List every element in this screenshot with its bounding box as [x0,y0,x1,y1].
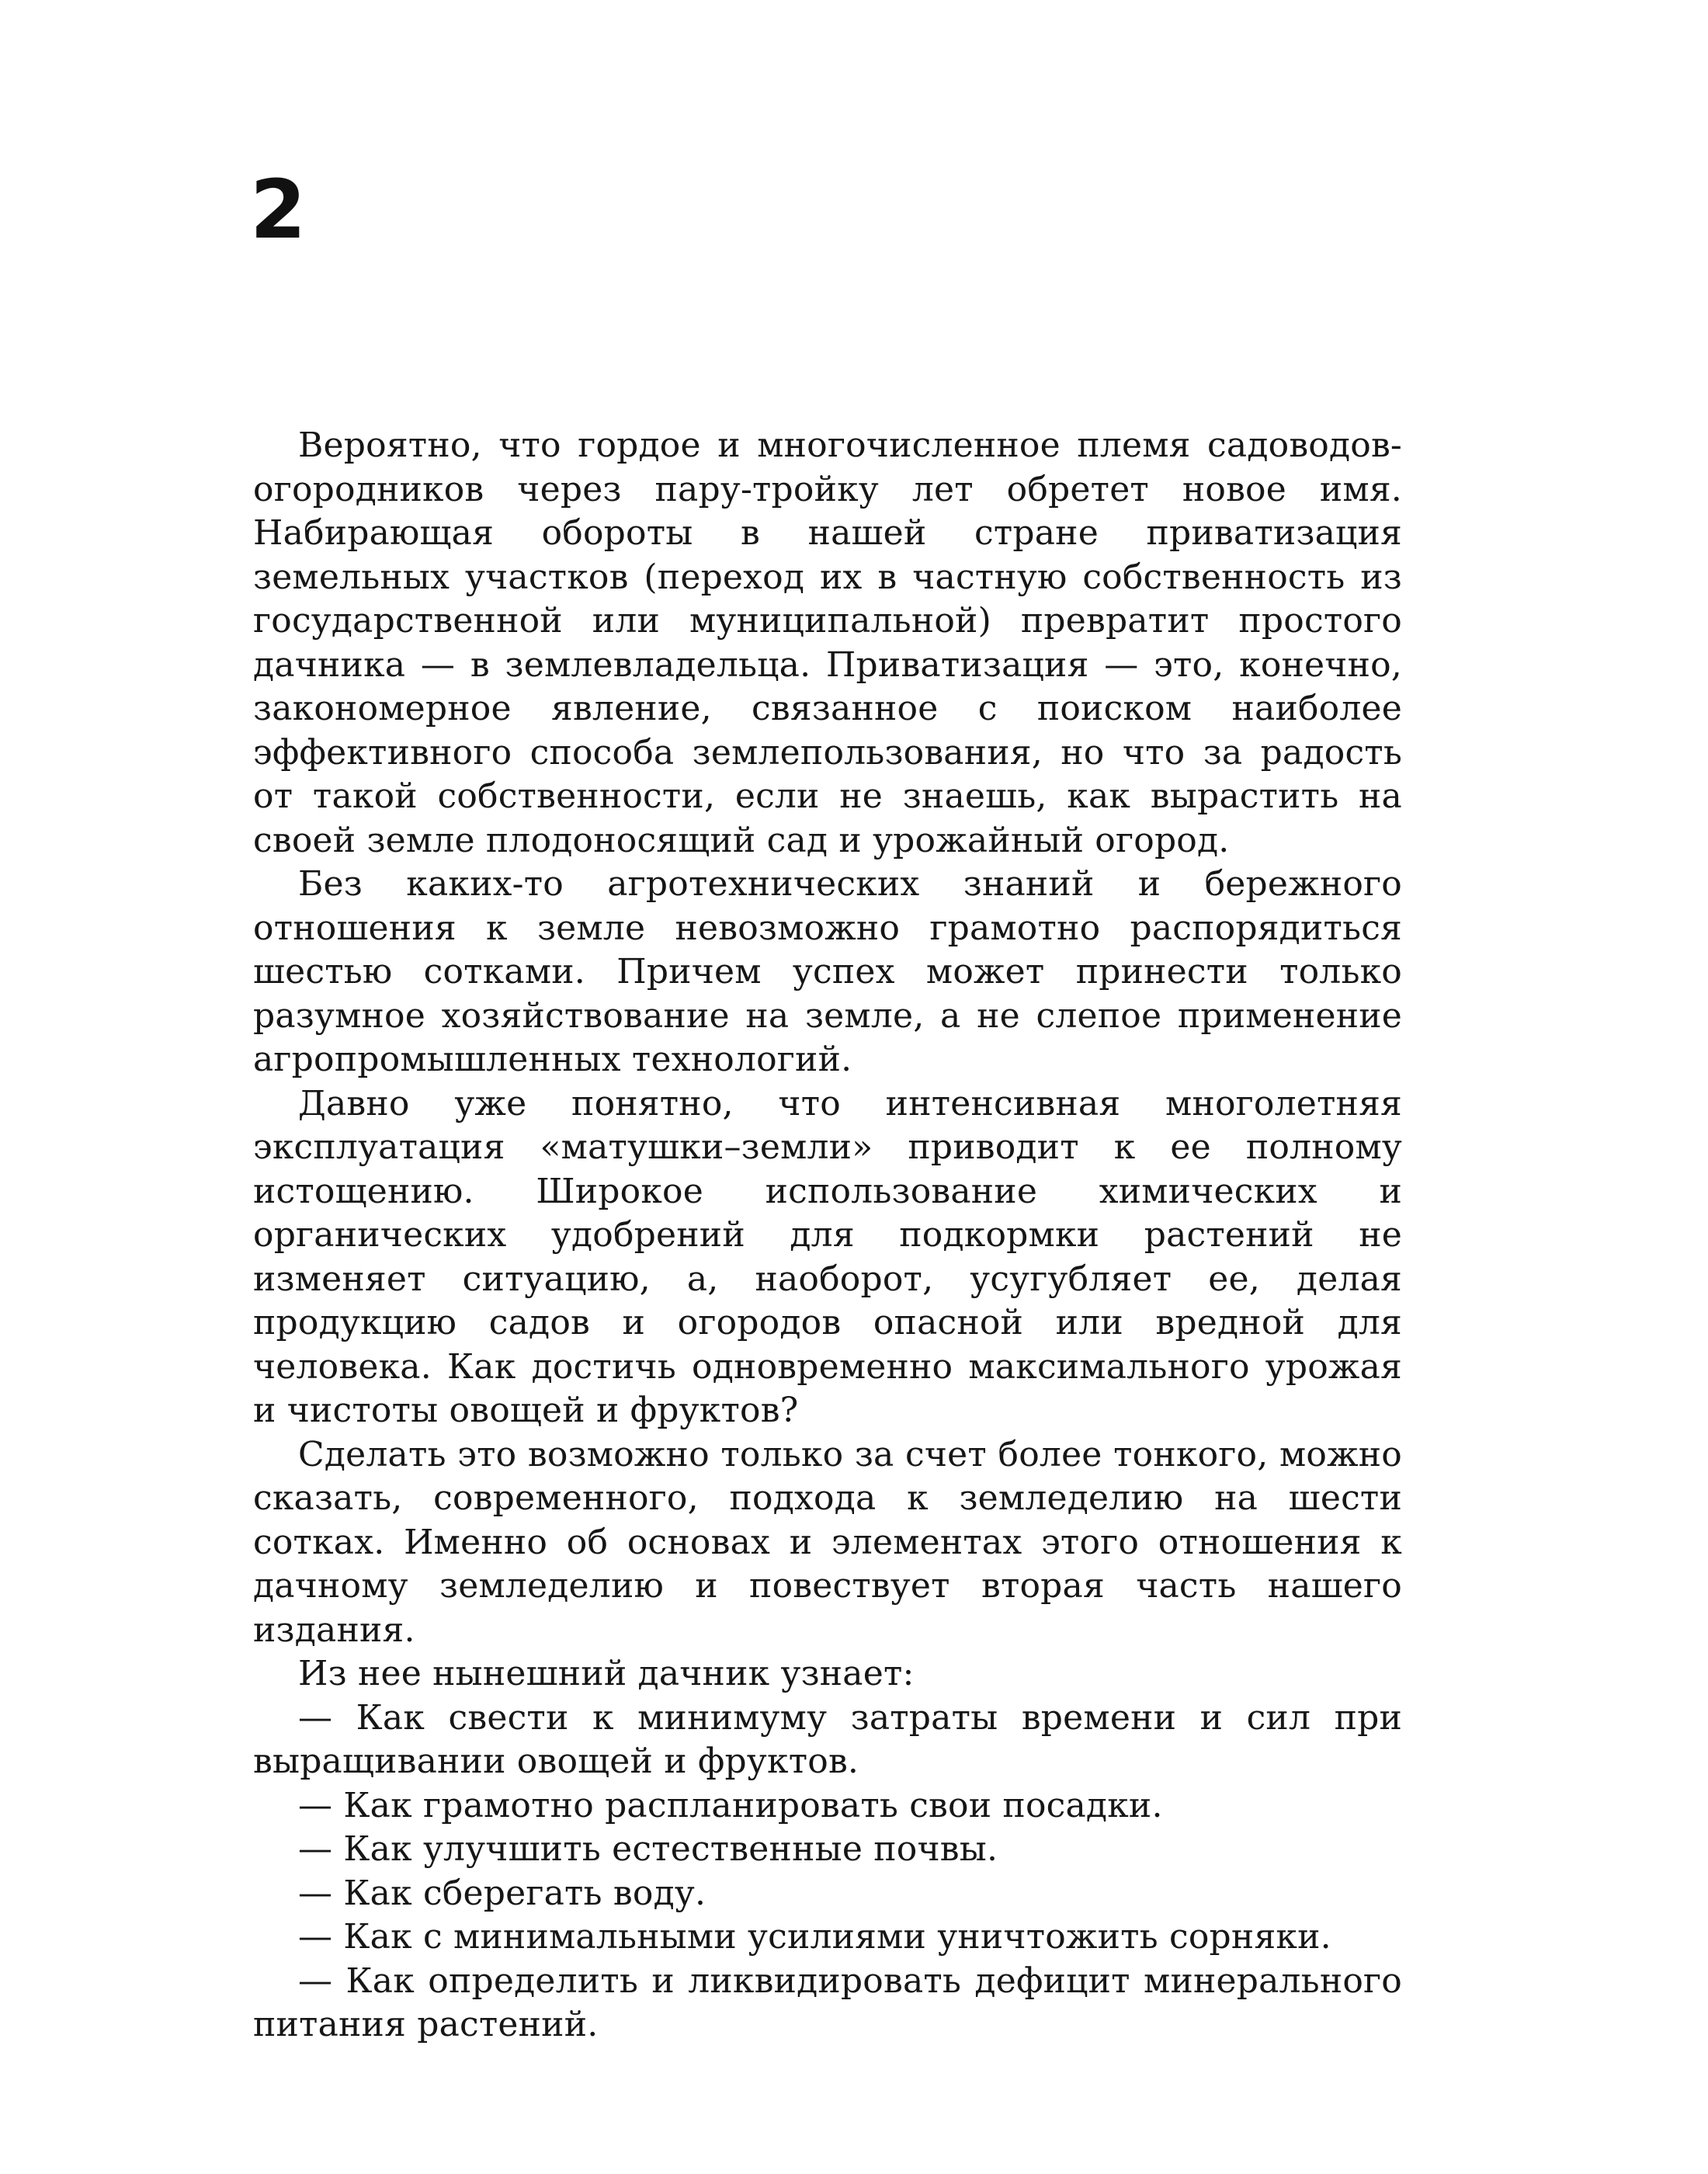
paragraph-4: Сделать это возможно только за счет более тонкого, можно сказать, современного, подхода к земледелию на шести сотках. Именно об основах и элементах этого отношения к дачному земледелию и повествует вторая часть нашего издания. [253,1434,1402,1650]
list-item: — Как улучшить естественные почвы. [298,1829,998,1869]
paragraph-1: Вероятно, что гордое и многочисленное племя садоводов-огородников через пару-тройку лет обретет новое имя. Набирающая обороты в нашей стране приватизация земельных участков (переход их в частную собственность из государственной или муниципальной) превратит простого дачника — в землевладельца. Приватизация — это, конечно, закономерное явление, связанное с поиском наиболее эффективного способа землепользования, но что за радость от такой собственности, если не знаешь, как вырастить на своей земле плодоносящий сад и урожайный огород. [253,425,1402,860]
list-item: — Как свести к минимуму затраты времени и сил при выращивании овощей и фруктов. [253,1697,1402,1781]
chapter-number: 2 [250,162,307,257]
list-item: — Как с минимальными усилиями уничтожить сорняки. [298,1917,1331,1957]
paragraph-2: Без каких-то агротехнических знаний и бережного отношения к земле невозможно грамотно распорядиться шестью сотками. Причем успех может принести только разумное хозяйствование на земле, а не слепое применение агропромышленных технологий. [253,864,1402,1079]
list-item: — Как сберегать воду. [298,1873,706,1913]
paragraph-5: Из нее нынешний дачник узнает: [298,1654,915,1693]
chapter-intro-text [253,424,1402,2047]
list-item: — Как грамотно распланировать свои посадки. [298,1785,1163,1825]
paragraph-3: Давно уже понятно, что интенсивная многолетняя эксплуатация «матушки–земли» приводит к ее полному истощению. Широкое использование химических и органических удобрений для подкормки растений не изменяет ситуацию, а, наоборот, усугубляет ее, делая продукцию садов и огородов опасной или вредной для человека. Как достичь одновременно максимального урожая и чистоты овощей и фруктов? [253,1083,1402,1430]
list-item: — Как определить и ликвидировать дефицит минерального питания растений. [253,1960,1402,2044]
